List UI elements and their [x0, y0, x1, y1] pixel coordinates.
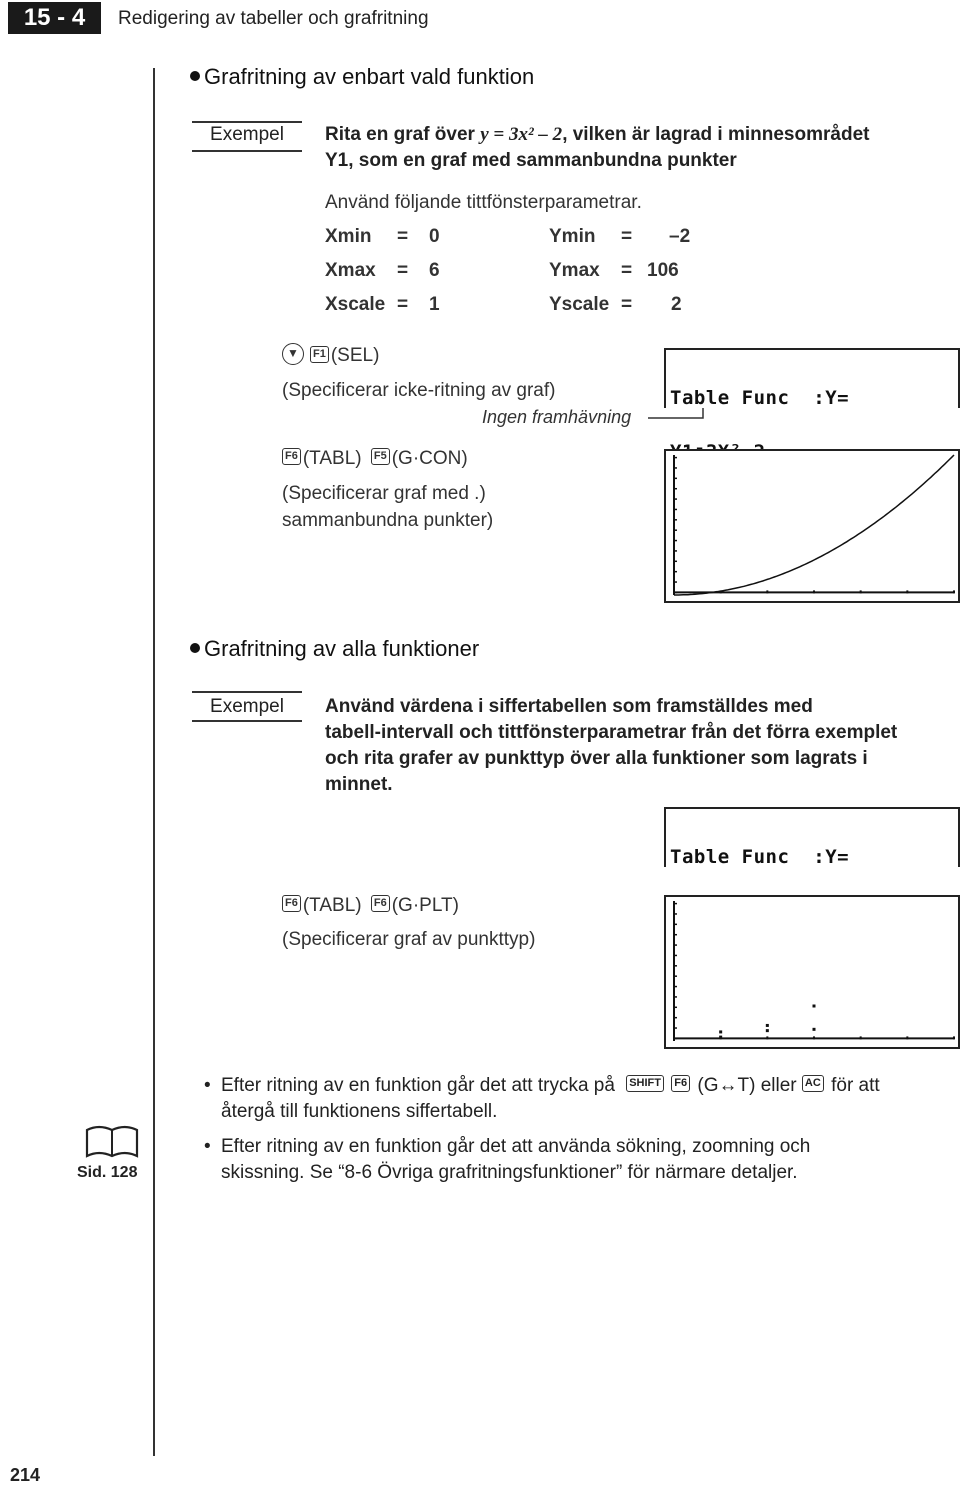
f1-key-icon: F1 [310, 346, 329, 363]
page-reference: Sid. 128 [77, 1164, 138, 1181]
plot-point [766, 1029, 769, 1032]
bullet-icon [190, 71, 200, 81]
bullet-icon [190, 643, 200, 653]
curve-y1 [674, 455, 954, 595]
plot-point [719, 1036, 722, 1039]
section2-title: Grafritning av alla funktioner [190, 636, 479, 662]
window-params [325, 226, 725, 328]
param-row: Xmax = 6 Ymax = 106 [325, 260, 679, 281]
cursor-down-key-icon: ▼ [282, 343, 304, 365]
step-gplt: F6 (TABL) F6 (G·PLT) [282, 895, 459, 917]
ac-key-icon: AC [802, 1075, 824, 1092]
f6-key-icon: F6 [282, 895, 301, 912]
connected-graph [666, 451, 958, 601]
example-label-2: Exempel [192, 696, 302, 718]
example-label-1: Exempel [192, 124, 302, 146]
f6-key-icon: F6 [671, 1075, 690, 1092]
chapter-number: 15 - 4 [8, 2, 101, 34]
step-gcon-note2: sammanbundna punkter) [282, 510, 494, 531]
margin-rule [153, 68, 155, 1456]
shift-key-icon: SHIFT [626, 1075, 664, 1092]
f5-key-icon: F5 [371, 448, 390, 465]
note-bullet: • [204, 1075, 211, 1096]
plot-point [766, 1024, 769, 1027]
step-sel-note: (Specificerar icke-ritning av graf) [282, 380, 556, 401]
plot-point [813, 1028, 816, 1031]
graph-screen-connected [664, 449, 960, 603]
plot-point [813, 1005, 816, 1008]
example1-text: Rita en graf över y = 3x² – 2, vilken är lagrad i minnesområdet Y1, som en graf med sammanbundna punkter [325, 124, 870, 171]
step-gplt-note: (Specificerar graf av punkttyp) [282, 929, 536, 950]
section1-title: Grafritning av enbart vald funktion [190, 64, 534, 90]
params-intro: Använd följande tittfönsterparametrar. [325, 192, 642, 213]
step-sel: ▼ F1 (SEL) [282, 345, 379, 367]
param-row: Xmin = 0 Ymin = –2 [325, 226, 691, 247]
callout-label: Ingen framhävning [482, 407, 632, 427]
plot-point [719, 1030, 722, 1033]
note-2: Efter ritning av en funktion går det att använda sökning, zoomning och skissning. Se “8-6 Övriga grafritningsfunktioner” för närmare detaljer. [221, 1136, 811, 1183]
screen-table-func-1 [664, 348, 960, 408]
note-1: Efter ritning av en funktion går det att trycka på SHIFT F6 (G↔T) eller AC för att återgå till funktionens siffertabell. [221, 1075, 880, 1122]
lcd-line: Table Func :Y= [670, 846, 850, 868]
screen-table-func-2 [664, 807, 960, 867]
note-bullet: • [204, 1136, 211, 1157]
step-gcon-note1: (Specificerar graf med .) [282, 483, 486, 504]
example2-text: Använd värdena i siffertabellen som framställdes med tabell-intervall och tittfönsterparametrar från det förra exemplet och rita grafer av punkttyp över alla funktioner som lagrats i minnet. [325, 696, 898, 795]
lcd-line: Table Func :Y= [670, 387, 850, 409]
f6-key-icon: F6 [282, 448, 301, 465]
plot-graph [666, 897, 958, 1047]
book-icon [84, 1124, 140, 1160]
chapter-title: Redigering av tabeller och grafritning [118, 8, 429, 29]
f6-key-icon: F6 [371, 895, 390, 912]
page-number: 214 [10, 1465, 41, 1485]
step-gcon: F6 (TABL) F5 (G·CON) [282, 448, 468, 470]
param-row: Xscale = 1 Yscale = 2 [325, 294, 682, 315]
graph-screen-plot [664, 895, 960, 1049]
